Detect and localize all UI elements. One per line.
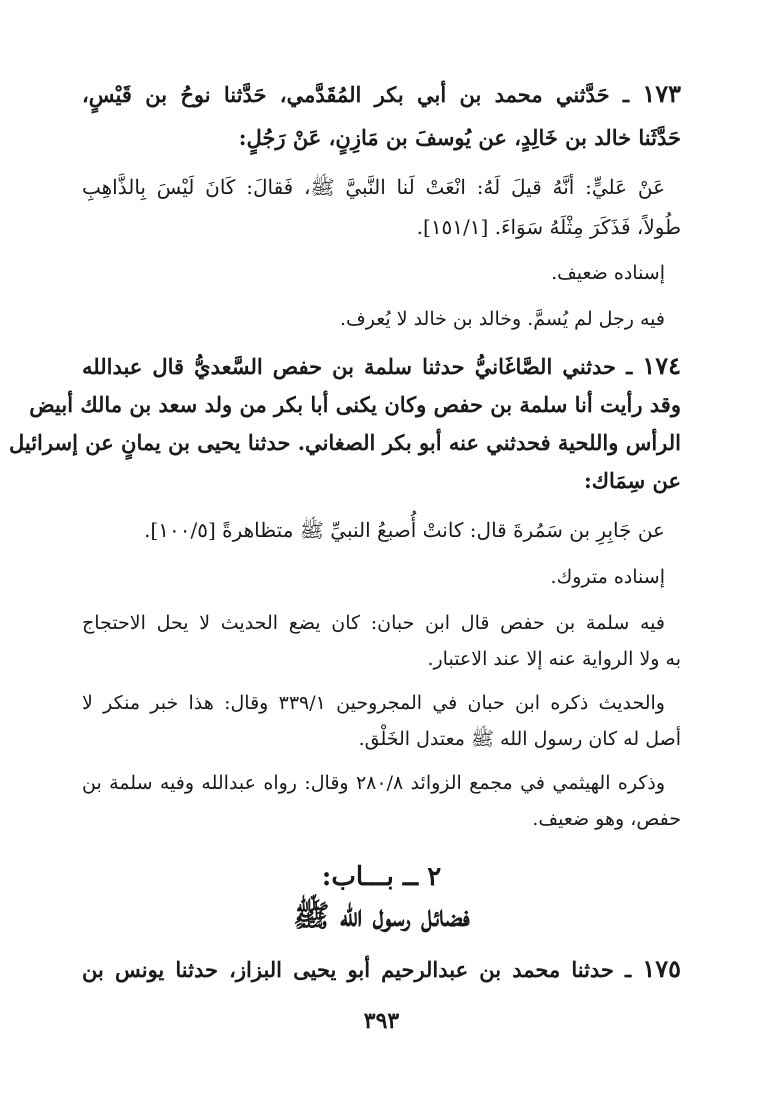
hadith-174-isnad-line-3: الرأس واللحية فحدثني عنه أبو بكر الصغاني. حدثنا يحيى بن يمانٍ عن إسرائيل xyxy=(8,430,681,455)
hadith-174-note-2-line-2: أصل له كان رسول الله ﷺ معتدل الخَلْق. xyxy=(358,728,681,750)
hadith-173-isnad-line-1: ١٧٣ ـ حَدَّثني محمد بن أبي بكر المُقَدَّمي، حَدَّثنا نوحُ بن قَيْسٍ، xyxy=(82,79,682,108)
hadith-174-note-3-line-1: وذكره الهيثمي في مجمع الزوائد ٢٨٠/٨ وقال: رواه عبدالله وفيه سلمة بن xyxy=(82,772,665,794)
page-number: ٣٩٣ xyxy=(363,1008,400,1034)
hadith-174-note-3-line-2: حفص، وهو ضعيف. xyxy=(532,808,681,830)
hadith-174-isnad-line-1: ١٧٤ ـ حدثني الصَّاغَانيُّ حدثنا سلمة بن حفص السَّعديُّ قال عبدالله xyxy=(82,351,682,380)
hadith-173-matn-line-2: طُولاً، فَذَكَرَ مِثْلَهُ سَوَاءَ. [١٥١/١]. xyxy=(416,215,681,239)
hadith-174-note-1-line-1: فيه سلمة بن حفص قال ابن حبان: كان يضع الحديث لا يحل الاحتجاج xyxy=(82,612,665,634)
hadith-173-isnad-line-2: حَدَّثَنا خالد بن خَالِدٍ، عن يُوسفَ بن مَازِنٍ، عَنْ رَجُلٍ: xyxy=(238,125,681,150)
hadith-174-note-1-line-2: به ولا الرواية عنه إلا عند الاعتبار. xyxy=(427,648,681,670)
chapter-title: فضائل رسول الله ﷺ xyxy=(293,899,470,934)
hadith-173-note: فيه رجل لم يُسمَّ. وخالد بن خالد لا يُعرف. xyxy=(339,308,665,330)
hadith-174-number: ١٧٤ xyxy=(642,351,682,380)
chapter-number: ٢ ــ بـــاب: xyxy=(321,862,442,892)
hadith-173-matn-line-1: عَنْ عَليٍّ: أنَّهُ قيلَ لَهُ: انْعَتْ لَنا النَّبيَّ ﷺ، فَقالَ: كَانَ لَيْسَ بِالذَّاهِبِ xyxy=(82,175,665,199)
hadith-174-matn: عن جَابِرِ بن سَمُرةَ قال: كانتْ أُصبعُ النبيِّ ﷺ متظاهرةً [١٠٠/٥]. xyxy=(144,518,665,542)
hadith-174-isnad-line-4: عن سِمَاك: xyxy=(583,468,681,493)
hadith-175-isnad-line-1: ١٧٥ ـ حدثنا محمد بن عبدالرحيم أبو يحيى البزاز، حدثنا يونس بن xyxy=(82,954,681,983)
hadith-173-number: ١٧٣ xyxy=(642,79,682,108)
hadith-175-number: ١٧٥ xyxy=(642,954,681,983)
hadith-174-isnad-line-2: وقد رأيت أنا سلمة بن حفص وكان يكنى أبا بكر من ولد سعد بن مالك أبيض xyxy=(29,392,681,417)
hadith-174-grade: إسناده متروك. xyxy=(550,566,665,588)
hadith-174-note-2-line-1: والحديث ذكره ابن حبان في المجروحين ٣٣٩/١ وقال: هذا خبر منكر لا xyxy=(82,692,665,714)
hadith-173-grade: إسناده ضعيف. xyxy=(551,262,665,284)
